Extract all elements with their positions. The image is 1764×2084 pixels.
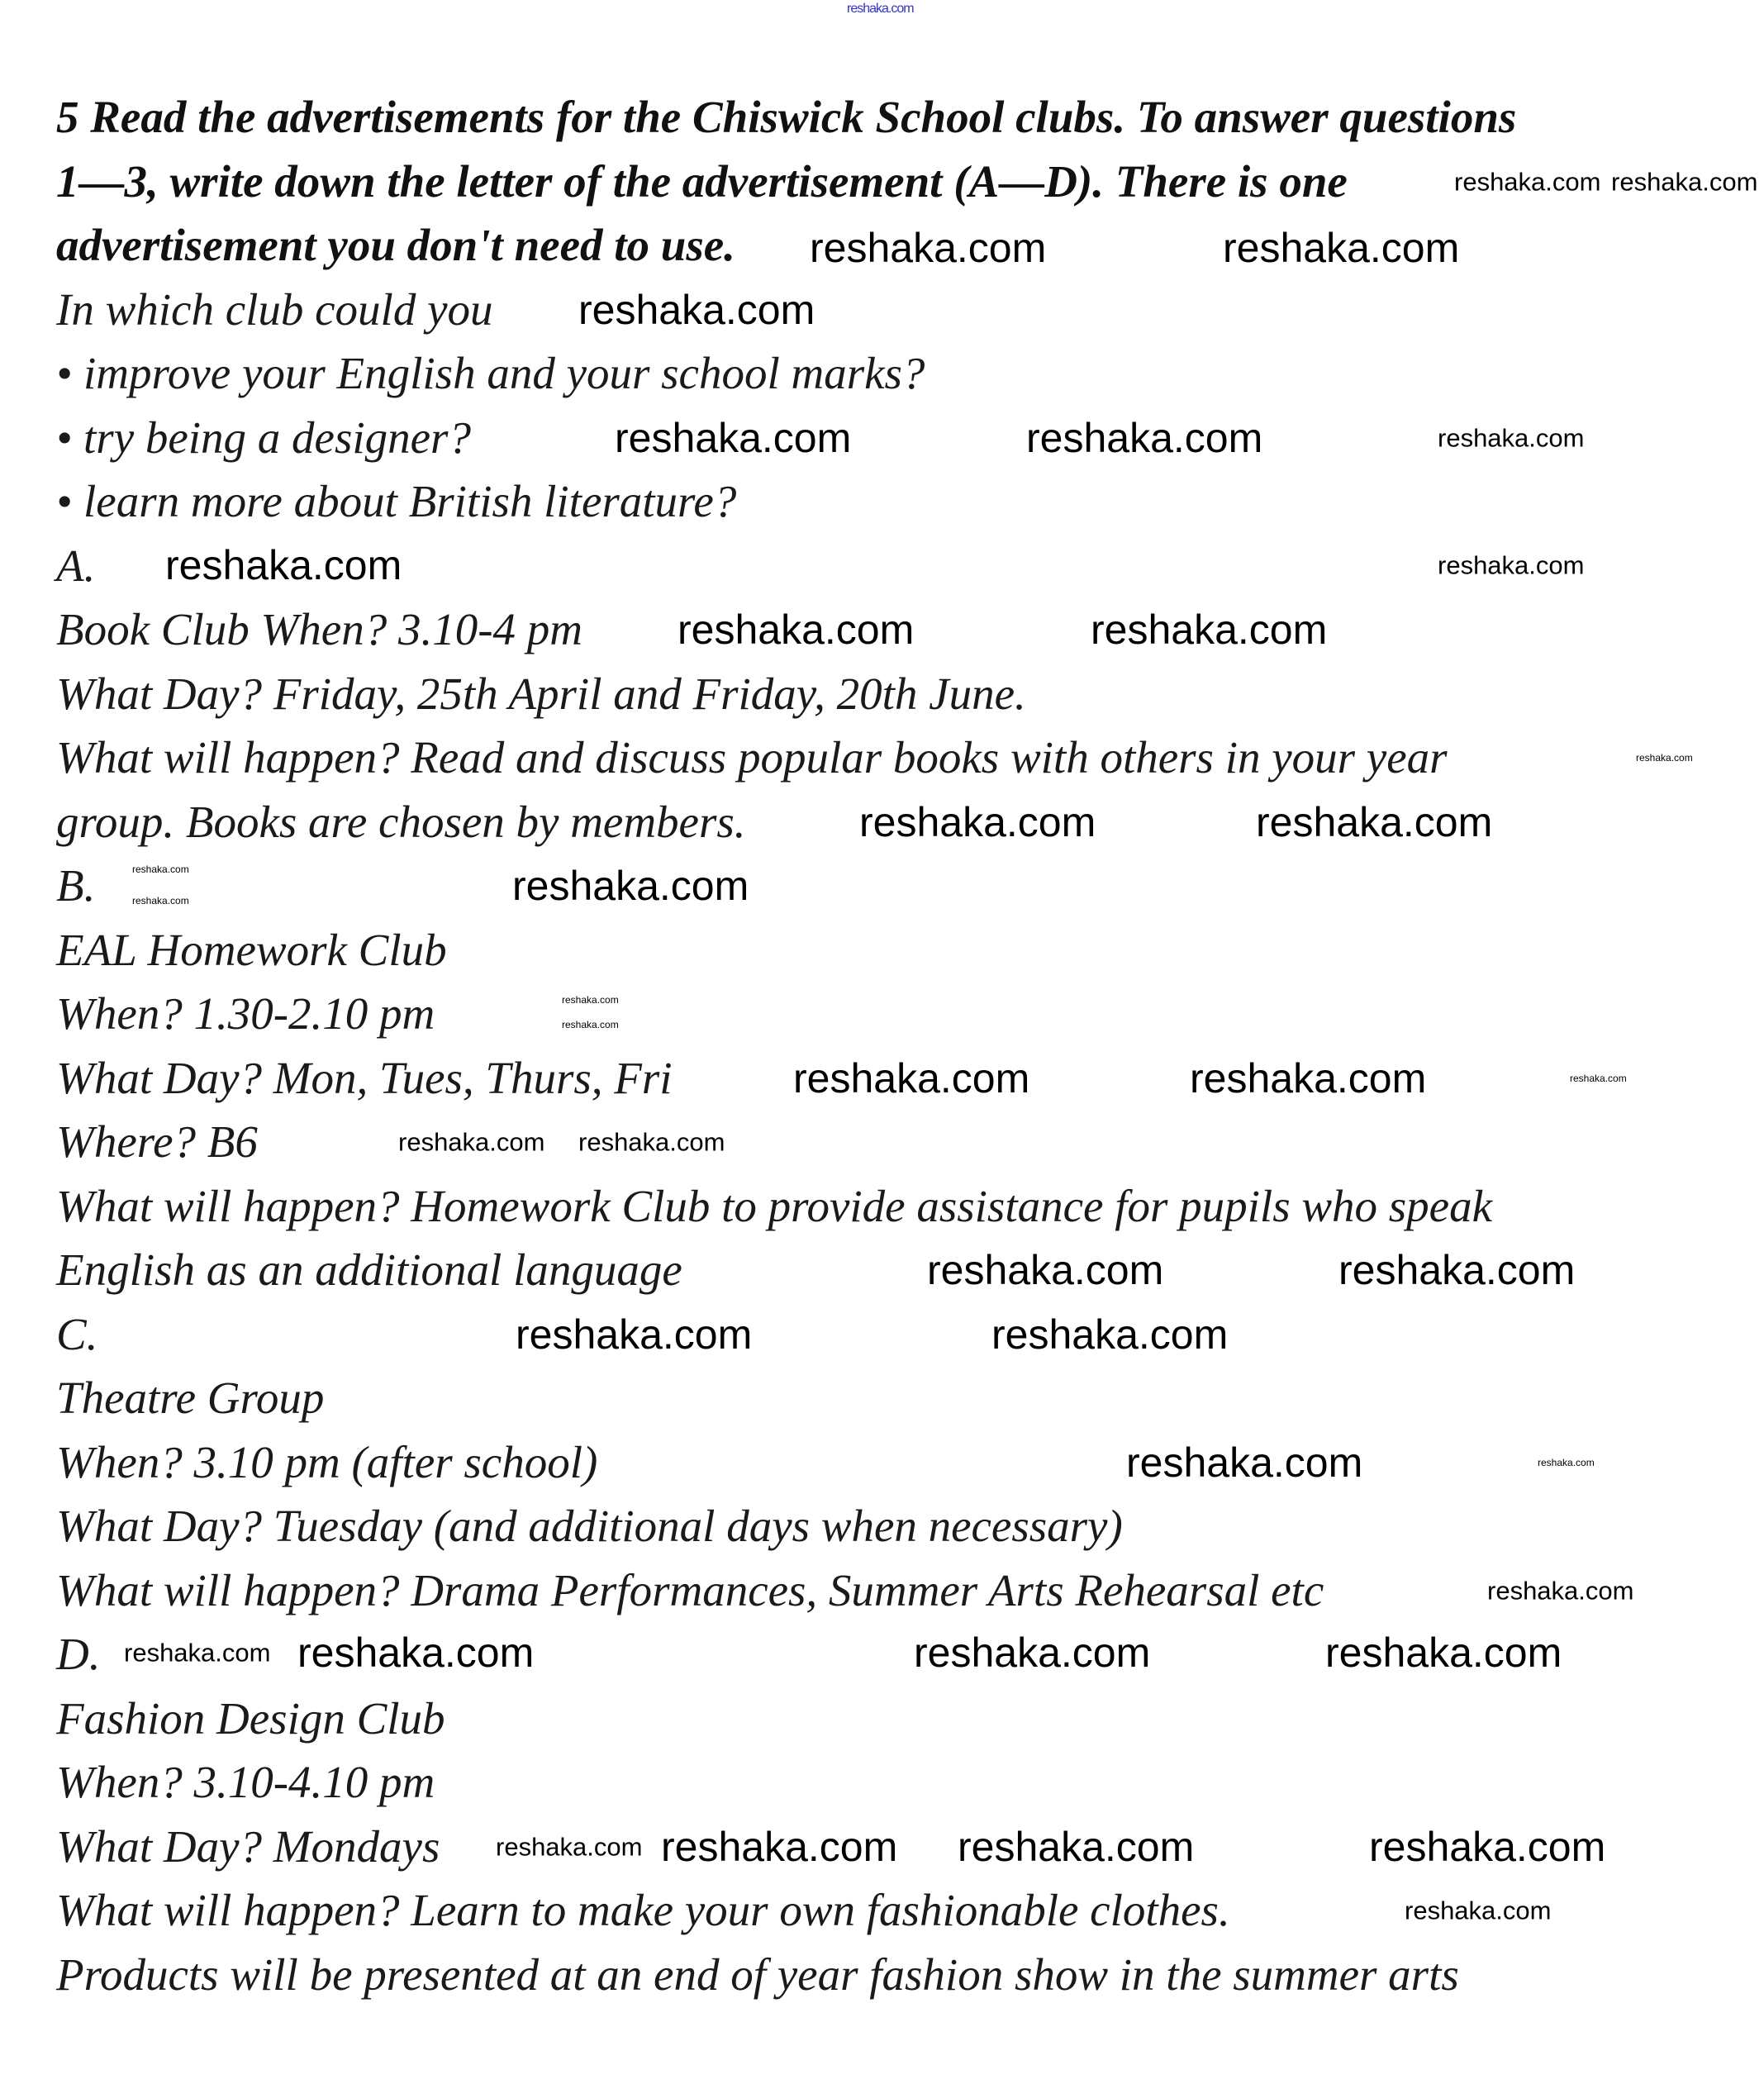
- watermark: reshaka.com: [991, 1311, 1229, 1358]
- ad-letter: B.: [56, 860, 96, 911]
- watermark: reshaka.com: [1369, 1824, 1606, 1870]
- watermark: reshaka.com: [562, 994, 619, 1006]
- ad-line: When? 1.30-2.10 pm: [56, 988, 435, 1039]
- ad-line: group. Books are chosen by members.: [56, 797, 746, 847]
- watermark: reshaka.com: [1438, 423, 1585, 453]
- ad-line: What will happen? Learn to make your own fashionable clothes.: [56, 1885, 1230, 1935]
- watermark: reshaka.com: [1091, 607, 1328, 653]
- watermark: reshaka.com: [1338, 1247, 1576, 1293]
- watermark: reshaka.com: [1636, 752, 1693, 764]
- watermark: reshaka.com: [512, 863, 749, 909]
- watermark: reshaka.com: [615, 415, 852, 461]
- ad-line: Theatre Group: [56, 1373, 325, 1423]
- watermark: reshaka.com: [1026, 415, 1263, 461]
- watermark: reshaka.com: [1223, 225, 1460, 271]
- watermark: reshaka.com: [578, 1127, 725, 1157]
- question-item: • learn more about British literature?: [56, 476, 737, 526]
- task-heading-line: 5 Read the advertisements for the Chiswick School clubs. To answer questions: [56, 92, 1517, 142]
- watermark: reshaka.com: [1325, 1630, 1562, 1676]
- watermark: reshaka.com: [1256, 799, 1493, 845]
- watermark: reshaka.com: [578, 287, 815, 333]
- watermark: reshaka.com: [1487, 1576, 1634, 1606]
- watermark: reshaka.com: [1405, 1896, 1552, 1925]
- ad-line: Book Club When? 3.10-4 pm: [56, 604, 582, 654]
- ad-line: When? 3.10-4.10 pm: [56, 1757, 435, 1807]
- watermark: reshaka.com: [1454, 167, 1601, 197]
- watermark: reshaka.com: [1438, 550, 1585, 580]
- ad-letter: A.: [56, 540, 96, 591]
- task-prompt: In which club could you: [56, 284, 493, 335]
- watermark: reshaka.com: [1611, 167, 1758, 197]
- watermark: reshaka.com: [496, 1832, 643, 1862]
- ad-line: EAL Homework Club: [56, 925, 447, 975]
- watermark: reshaka.com: [297, 1630, 535, 1676]
- ad-line: Fashion Design Club: [56, 1693, 445, 1744]
- watermark: reshaka.com: [793, 1055, 1030, 1101]
- watermark: reshaka.com: [562, 1019, 619, 1030]
- watermark: reshaka.com: [1538, 1457, 1595, 1468]
- watermark: reshaka.com: [516, 1311, 753, 1358]
- question-item: • try being a designer?: [56, 412, 471, 463]
- ad-line: When? 3.10 pm (after school): [56, 1437, 598, 1487]
- watermark: reshaka.com: [1190, 1055, 1427, 1101]
- watermark: reshaka.com: [1570, 1073, 1627, 1084]
- watermark: reshaka.com: [859, 799, 1096, 845]
- watermark: reshaka.com: [132, 895, 189, 906]
- ad-line: What Day? Mondays: [56, 1821, 440, 1872]
- watermark: reshaka.com: [927, 1247, 1164, 1293]
- question-item: • improve your English and your school marks?: [56, 348, 925, 398]
- ad-line: What will happen? Drama Performances, Summer Arts Rehearsal etc: [56, 1565, 1324, 1615]
- watermark: reshaka.com: [678, 607, 915, 653]
- task-heading-line: advertisement you don't need to use.: [56, 220, 735, 270]
- ad-letter: D.: [56, 1629, 101, 1679]
- task-heading-line: 1—3, write down the letter of the advertisement (A—D). There is one: [56, 156, 1348, 207]
- watermark: reshaka.com: [661, 1824, 898, 1870]
- ad-line: What Day? Mon, Tues, Thurs, Fri: [56, 1053, 673, 1103]
- watermark: reshaka.com: [165, 542, 402, 588]
- ad-line: English as an additional language: [56, 1244, 682, 1295]
- ad-line: What Day? Tuesday (and additional days when necessary): [56, 1501, 1123, 1551]
- ad-line: Products will be presented at an end of year fashion show in the summer arts: [56, 1949, 1459, 2000]
- watermark: reshaka.com: [1126, 1439, 1363, 1486]
- watermark: reshaka.com: [398, 1127, 545, 1157]
- ad-line: What will happen? Read and discuss popular books with others in your year: [56, 732, 1448, 783]
- watermark: reshaka.com: [914, 1630, 1151, 1676]
- watermark: reshaka.com: [124, 1638, 271, 1668]
- watermark: reshaka.com: [958, 1824, 1195, 1870]
- watermark: reshaka.com: [847, 2, 914, 16]
- watermark: reshaka.com: [810, 225, 1047, 271]
- watermark: reshaka.com: [132, 864, 189, 875]
- ad-line: Where? B6: [56, 1116, 258, 1167]
- ad-line: What Day? Friday, 25th April and Friday, 20th June.: [56, 668, 1026, 719]
- ad-letter: C.: [56, 1309, 98, 1359]
- ad-line: What will happen? Homework Club to provide assistance for pupils who speak: [56, 1181, 1493, 1231]
